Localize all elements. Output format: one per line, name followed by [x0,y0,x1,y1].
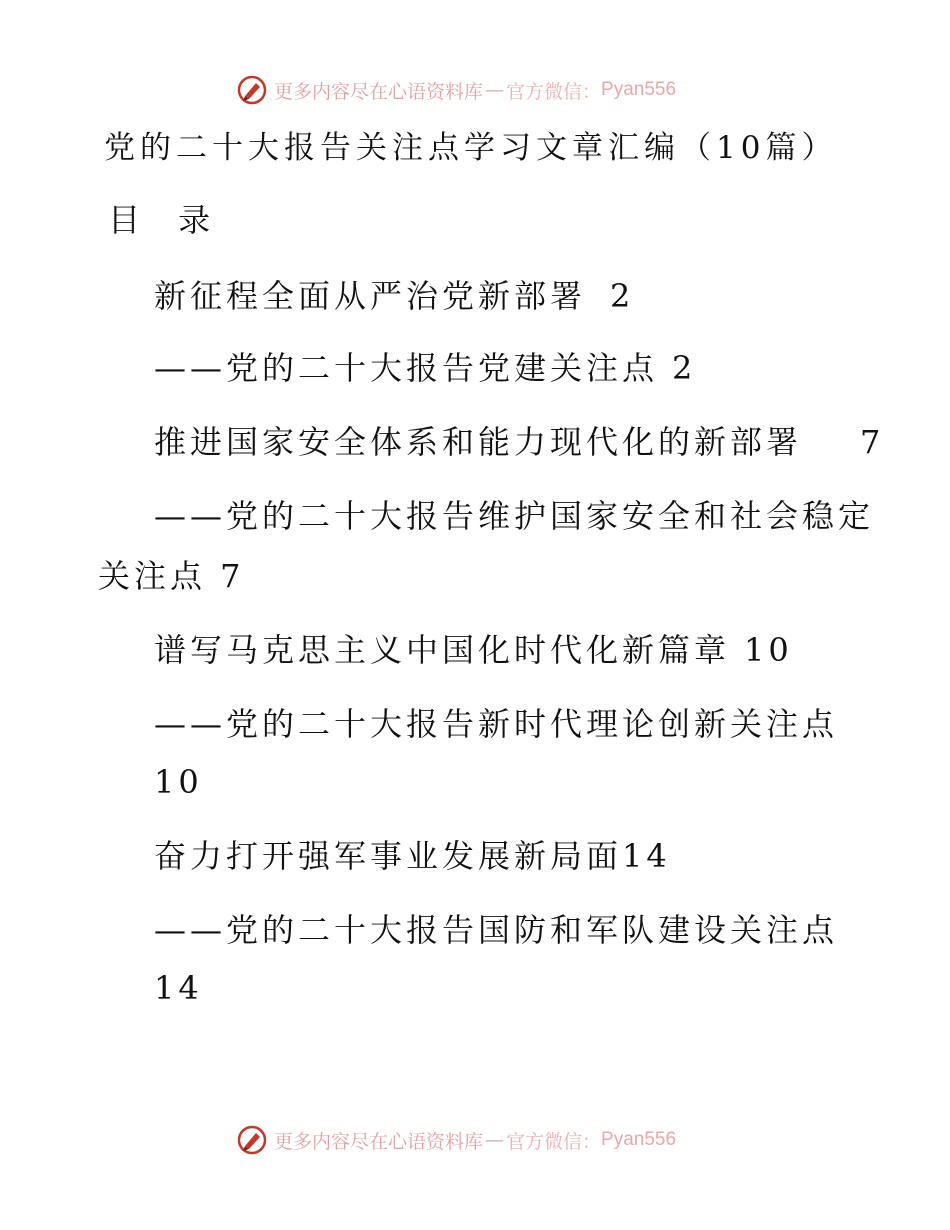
toc-entry-page: 7 [860,423,885,461]
toc-entry [154,704,838,744]
watermark-wechat-id: Pyan556 [601,79,677,100]
watermark-separator: — [485,1129,505,1151]
toc-entry-page: 2 [672,349,697,387]
toc-entry [154,496,874,536]
toc-entry [154,276,634,316]
toc-entry [154,630,793,670]
watermark-text: 更多内容尽在心语资料库 [274,1131,484,1153]
toc-entry-text: 奋力打开强军事业发展新局面 [154,837,623,875]
toc-entry-text: 推进国家安全体系和能力现代化的新部署 [154,423,803,461]
document-title: 党的二十大报告关注点学习文章汇编（10篇） [104,130,838,166]
toc-entry-text: 新征程全面从严治党新部署 [154,277,587,315]
toc-entry-continuation: 关注点 7 [98,557,245,595]
toc-entry [154,910,838,950]
toc-entry-text: ——党的二十大报告党建关注点 [154,349,659,387]
watermark-separator: — [485,79,505,101]
toc-heading: 目 录 [108,201,225,239]
toc-entry-text: 谱写马克思主义中国化时代化新篇章 [154,631,731,669]
pen-logo-icon [236,1124,268,1156]
toc-entry-continuation: 10 [154,763,203,801]
watermark-header [236,72,676,108]
toc-entry-text: ——党的二十大报告维护国家安全和社会稳定 [154,497,875,535]
toc-entry-text: ——党的二十大报告新时代理论创新关注点 [154,705,839,743]
toc-entry-continuation: 14 [154,969,203,1007]
watermark-text: 更多内容尽在心语资料库 [274,81,484,103]
watermark-official-label: 官方微信： [506,81,602,103]
watermark-official-label: 官方微信： [506,1131,602,1153]
toc-entry [154,422,884,462]
toc-entry-page: 14 [622,837,671,875]
toc-entry-text: ——党的二十大报告国防和军队建设关注点 [154,911,839,949]
watermark-wechat-id: Pyan556 [601,1129,677,1150]
pen-logo-icon [236,74,268,106]
toc-entry-page: 10 [744,631,793,669]
toc-entry [154,348,696,388]
toc-entry-page: 2 [610,277,635,315]
toc-entry [154,836,671,876]
watermark-footer [236,1122,676,1158]
